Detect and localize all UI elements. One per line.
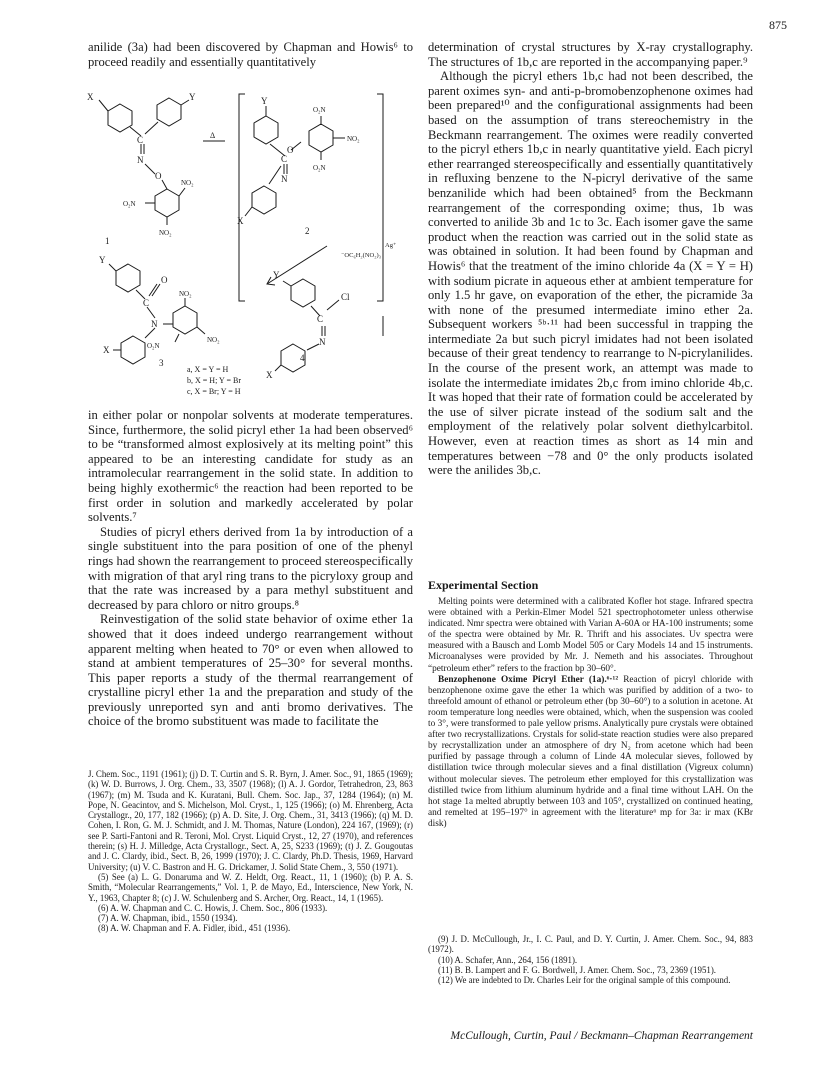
label-y-4: Y (273, 270, 280, 280)
left-paragraph-1: in either polar or nonpolar solvents at moderate temperatures. Since, furthermore, the solid picryl ether 1a had been observed⁶ to be “transformed almost explosively at its melting point” this appeared to be an interesting candidate for study as an intramolecular rearrangement in the solid state. In addition to being highly exothermic⁶ the reaction had been reported to be first order in solution and markedly accelerated by polar solvents.⁷ (88, 408, 413, 525)
benzene-ring-2y (254, 116, 278, 144)
arrow-delta: Δ (210, 131, 216, 140)
left-references (88, 769, 413, 934)
reagent-ag: Ag⁺ (385, 242, 397, 249)
ref-12: (12) We are indebted to Dr. Charles Leir for the original sample of this compound. (438, 975, 731, 986)
right-body (428, 40, 753, 478)
compound-1-label: 1 (105, 236, 110, 246)
reagent-picrate: ⁻OC₆H₂(NO₂)₃ (341, 252, 381, 259)
right-paragraph-2: Although the picryl ethers 1b,c had not been described, the parent oximes syn- and anti-p-bromobenzophenone oximes had been prepared¹⁰ and the configurational assignments had been based on the assumption of trans stereochemistry in the Beckmann rearrangement. The oximes were readily converted to the picryl ethers 1b,c in nearly quantitative yield. Each picryl ether rearranged stereospecifically and essentially quantitatively in refluxing benzene to the N-picryl derivative of the same benzanilide which had been obtained⁵ from the Beckmann rearrangement of the corresponding oxime; thus, 1b was converted to anilide 3b and 1c to 3c. Each isomer gave the same product when the reaction was carried out in the solid state as was obtained in solution. It had been found by Chapman and Howis⁶ that the treatment of the imino chloride 4a (X = Y = H) with sodium picrate in aqueous ether at ambient temperature for only 1.5 hr gave, on evaporation of the ether, the picramide 3a with none of the presumed intermediate imino ether 2a. Subsequent workers ⁵ᵇ·¹¹ had been successful in trapping the intermediate 2a but such picryl imidates had not been isolated because of their great tendency to rearrange to N-picrylanilides. In the course of the present work, an attempt was made to isolate the intermediate imidates 2b,c from imino chloride 4b,c. It was hoped that their rate of formation could be accelerated by the use of silver picrate instead of the sodium salt and the employment of the relatively polar solvent diethylcarbitol. However, even at reaction times as short as 14 min and temperatures between −78 and 0° the only products isolated were the anilides 3b,c. (428, 69, 753, 478)
label-x-3: X (103, 345, 110, 355)
compound-3-label: 3 (159, 358, 164, 368)
label-n-4: N (319, 337, 326, 347)
label-c-4: C (317, 314, 324, 324)
label-o2n-2: O₂N (313, 106, 326, 114)
experimental-paragraph-2-text: Reaction of picryl chloride with benzophenone oxime gave the ether 1a which was purified by addition of a two- to threefold amount of ethanol or petroleum ether (bp 30–60°) to a solution in acetone. At room temperature long needles were obtained, which, when the suspension was cooled to 3°, were transformed to pale yellow prisms. Analytically pure crystals were obtained after two recrystallizations. Crystals for solid-state reaction studies were also prepared by recrystallization under an atmosphere of dry N₂ from acetone which had been purified by passage through a column of Linde 4A molecular sieves, followed by distillation twice through molecular sieves and a final distillation (Vigreux column) without molecular sieves. The petroleum ether employed for this crystallization was distilled twice from lithium aluminum hydride and a final time without LAH. On the hot stage 1a melted abruptly between 103 and 105°, crystallized on continued heating, and remelted at 195–197° in agreement with the literature⁶ mp for 3a: ir max (KBr disk) (428, 674, 753, 829)
label-o-2: O (287, 145, 294, 155)
label-x-2: X (237, 216, 244, 226)
benzene-ring-3x (121, 336, 145, 364)
left-paragraph-3: Reinvestigation of the solid state behavior of oxime ether 1a showed that it does indeed undergo rearrangement without apparent melting when heated to 70° or even when allowed to stand at ambient temperatures of 25–30° for several months. This paper reports a study of the thermal rearrangement of crystalline picryl ether 1a and the preparation and study of the previously unreported syn and anti bromo derivatives. The choice of the bromo substituent was made to facilitate the (88, 612, 413, 729)
ref-4-continued: J. Chem. Soc., 1191 (1961); (j) D. T. Curtin and S. R. Byrn, J. Amer. Soc., 91, 1865 (1969); (k) W. D. Burrows, J. Org. Chem., 33, 3507 (1968); (l) A. J. Gordor, Tetrahedron, 23, 863 (1967); (m) M. Tsuda and K. Kuratani, Bull. Chem. Soc. Jap., 37, 1284 (1964); (n) M. Pope, N. Geacintov, and S. Michelson, Mol. Cryst., 1, 125 (1966); (o) M. Ehrenberg, Acta Crystallogr., 20, 177, 182 (1966); (p) A. D. Site, J. Org. Chem., 31, 3413 (1966); (q) M. D. Cohen, I. Ron, G. M. J. Schmidt, and J. M. Thomas, Nature (London), 224 167, (1969); (r) see P. Sarti-Fantoni and R. Teroni, Mol. Cryst. Liquid Cryst., 12, 27 (1970), and references therein; (s) H. J. Milledge, Acta Crystallogr., Sect. A, 25, S233 (1969); (t) J. Z. Gougoutas and J. C. Clardy, ibid., Sect. B, 26, 1999 (1970); J. C. Clardy, Ph.D. Thesis, 1969, Harvard University; (u) V. C. Bastron and H. G. Drickamer, J. Solid State Chem., 3, 550 (1971). (88, 769, 413, 872)
ref-5: (5) See (a) L. G. Donaruma and W. Z. Heldt, Org. React., 11, 1 (1960); (b) P. A. S. Smith, “Molecular Rearrangements,” Vol. 1, P. de Mayo, Ed., Interscience, New York, N. Y., 1963, Chapter 8; (c) J. W. Schulenberg and S. Archer, Org. React., 14, 1 (1965). (88, 871, 413, 903)
experimental-heading: Experimental Section (428, 578, 539, 592)
running-footer: McCullough, Curtin, Paul / Beckmann–Chapman Rearrangement (450, 1030, 753, 1042)
experimental-paragraph-2 (428, 675, 753, 830)
label-no2-1b: NO₂ (159, 229, 172, 237)
picryl-ring-3 (173, 306, 197, 334)
ref-7: (7) A. W. Chapman, ibid., 1550 (1934). (98, 913, 238, 924)
ref-8: (8) A. W. Chapman and F. A. Fidler, ibid., 451 (1936). (98, 923, 291, 934)
label-cl-4: Cl (341, 292, 350, 302)
label-x-4: X (266, 370, 273, 380)
label-o2n-1: O₂N (123, 200, 136, 208)
experimental-paragraph-1: Melting points were determined with a calibrated Kofler hot stage. Infrared spectra were obtained with a Perkin-Elmer Model 521 spectrophotometer unless otherwise indicated. Nmr spectra were obtained with Varian A-60A or HA-100 instruments; some of the spectra were obtained by Mr. R. Thrift and his associates. Uv spectra were measured with a Bausch and Lomb Model 505 or Cary Models 14 and 15 instruments. Microanalyses were provided by Mr. J. Nemeth and his associates. Throughout “petroleum ether” refers to the fraction bp 30–60°. (428, 597, 753, 674)
key-a: a, X = Y = H (187, 365, 229, 374)
label-no2-2a: NO₂ (347, 135, 360, 143)
left-paragraph-2: Studies of picryl ethers derived from 1a by introduction of a single substituent into the para position of one of the phenyl rings had shown the rearrangement to proceed stereospecifically with migration of that aryl ring trans to the picryloxy group and that the rate was increased by a para methyl substituent and decreased by para chloro or nitro groups.⁸ (88, 524, 413, 612)
picryl-ring-1 (155, 189, 179, 217)
benzene-ring-4y (291, 279, 315, 307)
label-o-1: O (155, 171, 162, 181)
intro-paragraph: anilide (3a) had been discovered by Chapman and Howis⁶ to proceed readily and essentially quantitatively (88, 40, 413, 69)
label-c-1: C (137, 135, 144, 145)
compound-title: Benzophenone Oxime Picryl Ether (1a).⁶·¹² (438, 674, 619, 685)
ref-10: (10) A. Schafer, Ann., 264, 156 (1891). (438, 954, 578, 965)
label-o2n-2b: O₂N (313, 164, 326, 172)
benzene-ring-3y (116, 264, 140, 292)
picryl-ring-2 (309, 124, 333, 152)
label-x-1: X (87, 92, 94, 102)
label-n-2: N (281, 174, 288, 184)
key-c: c, X = Br; Y = H (187, 387, 241, 396)
right-paragraph-1: determination of crystal structures by X-ray crystallography. The structures of 1b,c are reported in the accompanying paper.⁹ (428, 40, 753, 69)
label-no2-3a: NO₂ (179, 290, 192, 298)
label-o2n-3: O₂N (147, 342, 160, 350)
label-n-1: N (137, 155, 144, 165)
ref-6: (6) A. W. Chapman and C. C. Howis, J. Chem. Soc., 806 (1933). (98, 902, 328, 913)
label-o-3: O (161, 275, 168, 285)
left-body (88, 408, 413, 729)
ref-11: (11) B. B. Lampert and F. G. Bordwell, J. Amer. Chem. Soc., 73, 2369 (1951). (438, 964, 716, 975)
label-y-3: Y (99, 255, 106, 265)
right-references (428, 934, 753, 985)
benzene-ring-1x (108, 104, 132, 132)
label-n-3: N (151, 319, 158, 329)
label-y-1: Y (189, 92, 196, 102)
label-y-2: Y (261, 96, 268, 106)
reaction-scheme (85, 86, 410, 406)
label-no2-1a: NO₂ (181, 179, 194, 187)
ref-9: (9) J. D. McCullough, Jr., I. C. Paul, and D. Y. Curtin, J. Amer. Chem. Soc., 94, 883 (1972). (428, 934, 753, 955)
page-number: 875 (769, 18, 787, 32)
label-no2-3b: NO₂ (207, 336, 220, 344)
key-b: b, X = H; Y = Br (187, 376, 241, 385)
benzene-ring-1y (157, 98, 181, 126)
experimental-section (428, 578, 753, 830)
label-c-3: C (143, 298, 150, 308)
compound-4-label: 4 (300, 353, 305, 363)
compound-2-label: 2 (305, 226, 310, 236)
label-c-2: C (281, 154, 288, 164)
left-intro (88, 40, 413, 69)
benzene-ring-2x (252, 186, 276, 214)
